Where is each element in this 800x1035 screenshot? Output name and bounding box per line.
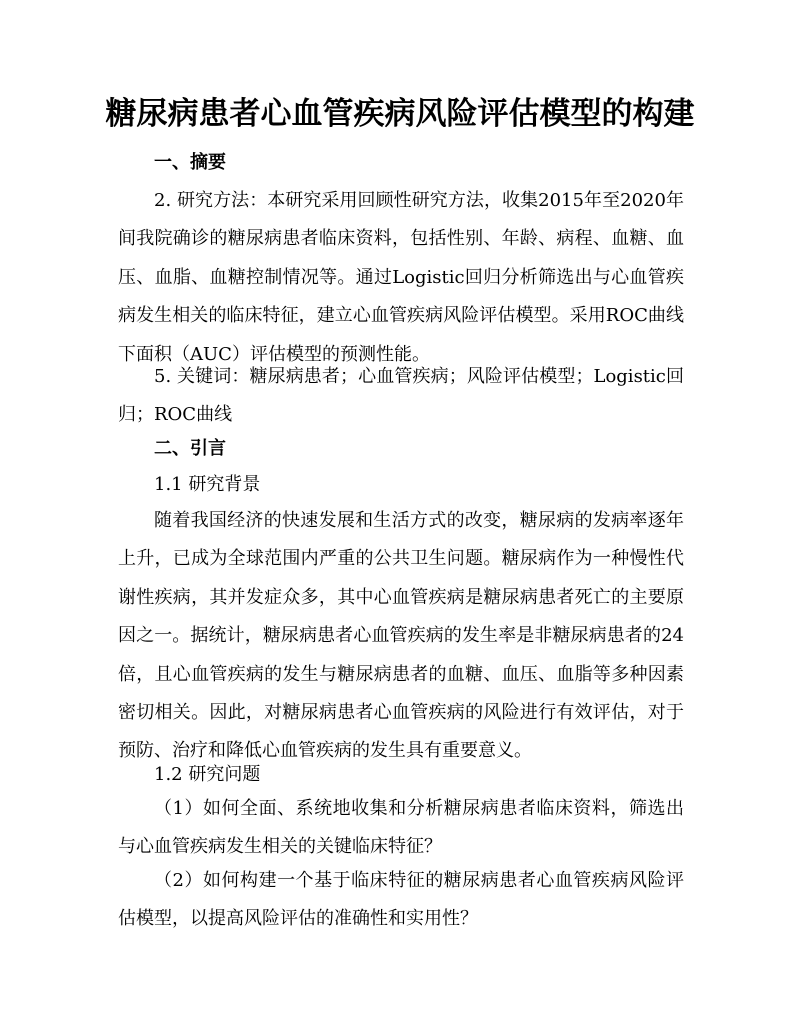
section-heading-introduction: 二、引言 (154, 438, 226, 459)
paragraph-question-1: （1）如何全面、系统地收集和分析糖尿病患者临床资料，筛选出与心血管疾病发生相关的关键临床特征？ (118, 798, 684, 858)
paragraph-question-2: （2）如何构建一个基于临床特征的糖尿病患者心血管疾病风险评估模型，以提高风险评估的准确性和实用性？ (118, 870, 684, 930)
subsection-heading-questions: 1.2 研究问题 (154, 764, 261, 785)
document-title: 糖尿病患者心血管疾病风险评估模型的构建 (105, 96, 695, 132)
subsection-heading-background: 1.1 研究背景 (154, 474, 261, 495)
section-heading-abstract: 一、摘要 (154, 152, 226, 173)
paragraph-keywords: 5. 关键词：糖尿病患者；心血管疾病；风险评估模型；Logistic回归；ROC曲线 (118, 366, 684, 426)
paragraph-methods: 2. 研究方法：本研究采用回顾性研究方法，收集2015年至2020年间我院确诊的糖尿病患者临床资料，包括性别、年龄、病程、血糖、血压、血脂、血糖控制情况等。通过Logistic回归分析筛选出与心血管疾病发生相关的临床特征，建立心血管疾病风险评估模型。采用ROC曲线下面积（AUC）评估模型的预测性能。 (118, 190, 684, 365)
paragraph-background: 随着我国经济的快速发展和生活方式的改变，糖尿病的发病率逐年上升，已成为全球范围内严重的公共卫生问题。糖尿病作为一种慢性代谢性疾病，其并发症众多，其中心血管疾病是糖尿病患者死亡的主要原因之一。据统计，糖尿病患者心血管疾病的发生率是非糖尿病患者的24倍，且心血管疾病的发生与糖尿病患者的血糖、血压、血脂等多种因素密切相关。因此，对糖尿病患者心血管疾病的风险进行有效评估，对于预防、治疗和降低心血管疾病的发生具有重要意义。 (118, 510, 684, 762)
